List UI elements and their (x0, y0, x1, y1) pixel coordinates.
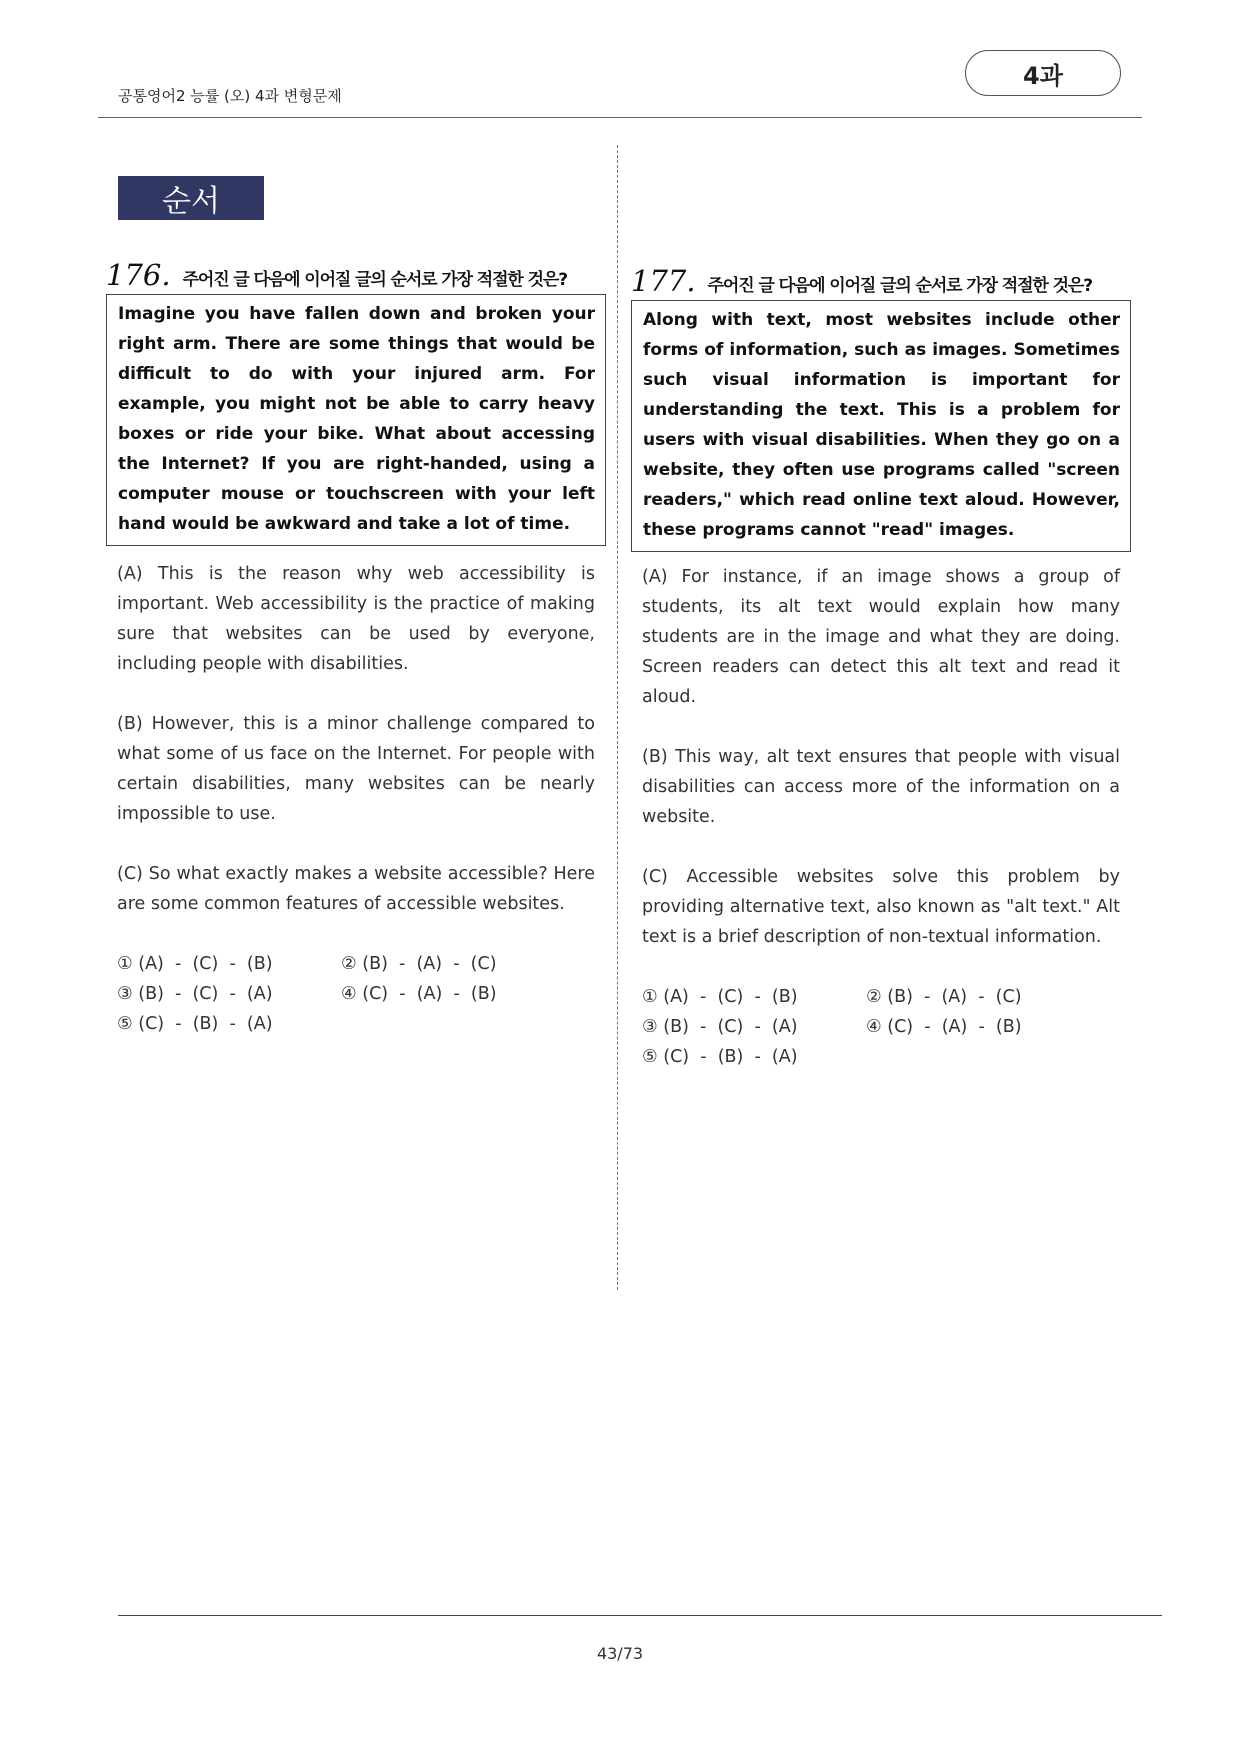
paragraph-c: (C) Accessible websites solve this problem by providing alternative text, also known as "alt text." Alt text is a brief description of non-textual information. (642, 867, 1120, 947)
choice-4[interactable]: ④ (C) - (A) - (B) (341, 984, 497, 1004)
footer-divider (118, 1615, 1162, 1616)
question-header (106, 258, 606, 294)
question-prompt: 주어진 글 다음에 이어질 글의 순서로 가장 적절한 것은? (182, 270, 567, 290)
paragraph-a: (A) This is the reason why web accessibility is important. Web accessibility is the practice of making sure that websites can be used by everyone, including people with disabilities. (117, 564, 595, 674)
column-divider (617, 145, 618, 1290)
given-passage: Imagine you have fallen down and broken your right arm. There are some things that would be difficult to do with your injured arm. For example, you might not be able to carry heavy boxes or ride your bike. What about accessing the Internet? If you are right-handed, using a computer mouse or touchscreen with your left hand would be awkward and take a lot of time. (106, 294, 606, 546)
choice-5[interactable]: ⑤ (C) - (B) - (A) (642, 1047, 798, 1067)
choice-2[interactable]: ② (B) - (A) - (C) (866, 987, 1022, 1007)
answer-choices (106, 949, 606, 1039)
question-177 (631, 264, 1131, 1072)
header-divider (98, 117, 1142, 118)
section-label: 순서 (118, 176, 264, 220)
header-title: 공통영어2 능률 (오) 4과 변형문제 (118, 87, 342, 105)
question-176 (106, 258, 606, 1039)
choice-5[interactable]: ⑤ (C) - (B) - (A) (117, 1014, 273, 1034)
choice-4[interactable]: ④ (C) - (A) - (B) (866, 1017, 1022, 1037)
question-number: 176. (106, 258, 171, 292)
question-prompt: 주어진 글 다음에 이어질 글의 순서로 가장 적절한 것은? (707, 276, 1092, 296)
question-number: 177. (631, 264, 696, 298)
paragraph-a: (A) For instance, if an image shows a group of students, its alt text would explain how many students are in the image and what they are doing. Screen readers can detect this alt text and read it aloud. (642, 567, 1120, 707)
choice-1[interactable]: ① (A) - (C) - (B) (117, 954, 273, 974)
paragraph-b: (B) However, this is a minor challenge compared to what some of us face on the Internet. For people with certain disabilities, many websites can be nearly impossible to use. (117, 714, 595, 824)
choice-3[interactable]: ③ (B) - (C) - (A) (117, 984, 273, 1004)
choice-3[interactable]: ③ (B) - (C) - (A) (642, 1017, 798, 1037)
given-passage: Along with text, most websites include other forms of information, such as images. Sometimes such visual information is important for understanding the text. This is a problem for users with visual disabilities. When they go on a website, they often use programs called "screen readers," which read online text aloud. However, these programs cannot "read" images. (631, 300, 1131, 552)
paragraph-b: (B) This way, alt text ensures that people with visual disabilities can access more of the information on a website. (642, 747, 1120, 827)
paragraph-c: (C) So what exactly makes a website accessible? Here are some common features of accessible websites. (117, 864, 595, 914)
choice-2[interactable]: ② (B) - (A) - (C) (341, 954, 497, 974)
page-number: 43/73 (596, 1644, 644, 1663)
answer-choices (631, 982, 1131, 1072)
choice-1[interactable]: ① (A) - (C) - (B) (642, 987, 798, 1007)
question-header (631, 264, 1131, 300)
lesson-badge: 4과 (965, 50, 1121, 96)
